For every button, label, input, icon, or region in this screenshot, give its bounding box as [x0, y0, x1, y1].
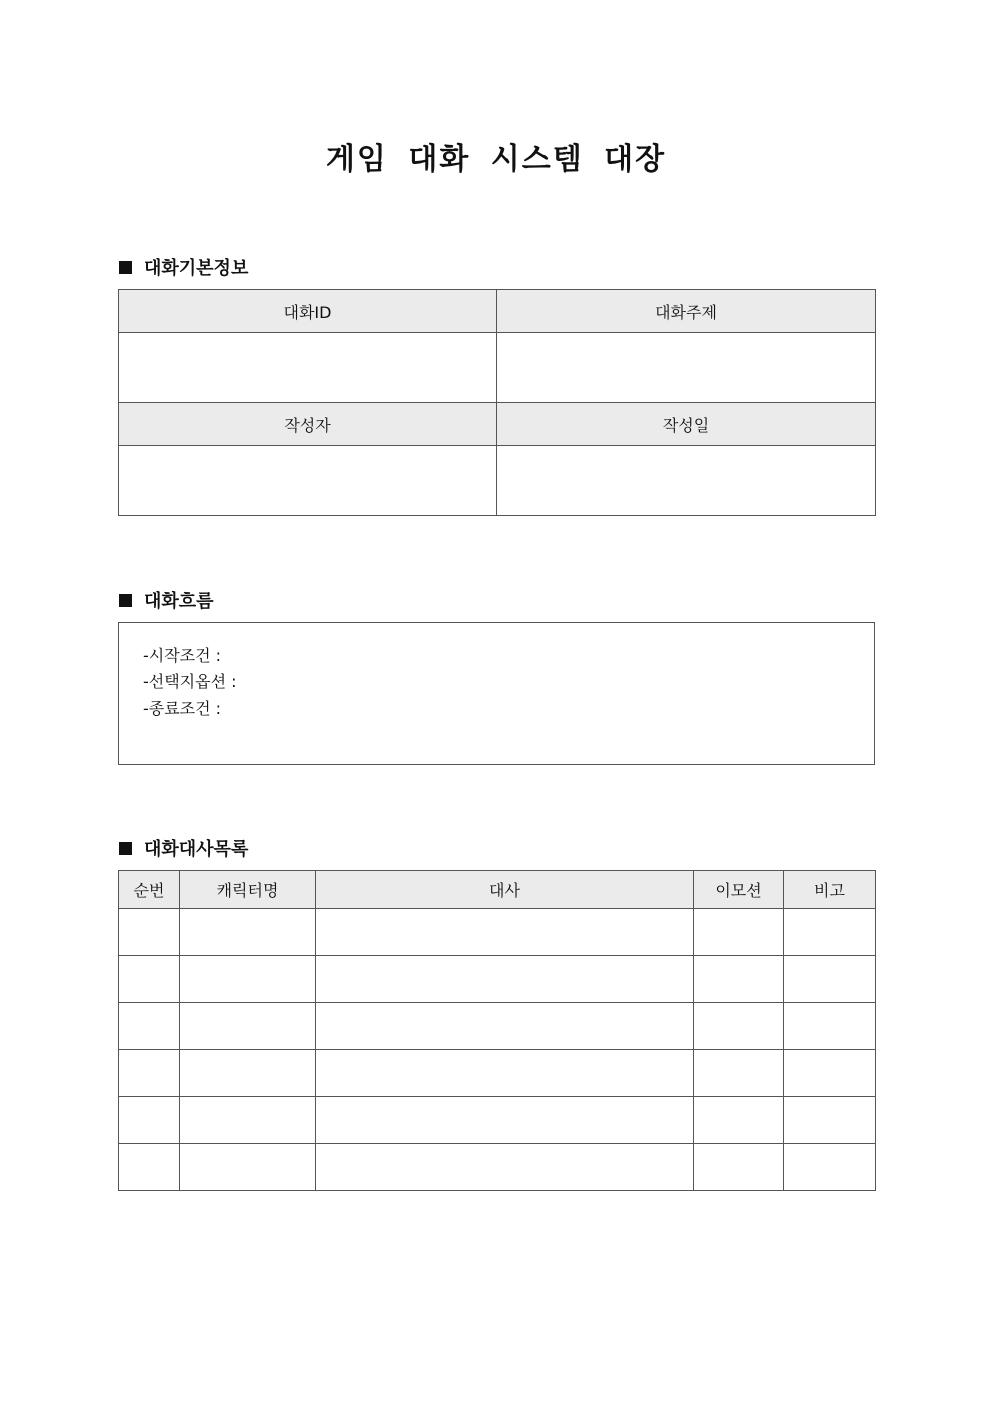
- table-cell[interactable]: [694, 909, 784, 956]
- table-cell[interactable]: [119, 1097, 180, 1144]
- table-cell[interactable]: [180, 1097, 316, 1144]
- table-cell[interactable]: [694, 1144, 784, 1191]
- table-cell[interactable]: [784, 1144, 876, 1191]
- table-cell[interactable]: [316, 1144, 694, 1191]
- column-header-note: 비고: [784, 871, 876, 909]
- table-cell[interactable]: [180, 909, 316, 956]
- column-header-character: 캐릭터명: [180, 871, 316, 909]
- column-header-emotion: 이모션: [694, 871, 784, 909]
- table-row: [119, 909, 876, 956]
- table-cell[interactable]: [180, 1050, 316, 1097]
- column-header-number: 순번: [119, 871, 180, 909]
- section-heading-lines-list: [119, 835, 248, 861]
- table-cell[interactable]: [119, 1050, 180, 1097]
- table-cell[interactable]: [694, 956, 784, 1003]
- square-bullet-icon: [119, 842, 132, 855]
- dialogue-topic-cell[interactable]: [497, 333, 876, 403]
- date-header: 작성일: [497, 403, 876, 446]
- table-cell[interactable]: [316, 909, 694, 956]
- table-cell[interactable]: [694, 1050, 784, 1097]
- table-cell[interactable]: [119, 1144, 180, 1191]
- section-heading-flow: [119, 587, 214, 613]
- column-header-line: 대사: [316, 871, 694, 909]
- table-cell[interactable]: [180, 956, 316, 1003]
- table-cell[interactable]: [784, 1050, 876, 1097]
- square-bullet-icon: [119, 261, 132, 274]
- table-row: [119, 1144, 876, 1191]
- section-heading-label: 대화대사목록: [144, 839, 249, 860]
- date-cell[interactable]: [497, 446, 876, 516]
- table-row: [119, 1097, 876, 1144]
- dialogue-id-cell[interactable]: [119, 333, 497, 403]
- table-cell[interactable]: [316, 1050, 694, 1097]
- page-title: 게임 대화 시스템 대장: [325, 142, 667, 177]
- square-bullet-icon: [119, 594, 132, 607]
- lines-table: [118, 870, 876, 1191]
- table-cell[interactable]: [180, 1144, 316, 1191]
- table-row: [119, 1050, 876, 1097]
- flow-box[interactable]: [118, 622, 875, 765]
- basic-info-table: [118, 289, 876, 516]
- table-cell[interactable]: [119, 1003, 180, 1050]
- table-cell[interactable]: [694, 1097, 784, 1144]
- section-heading-label: 대화기본정보: [144, 258, 249, 279]
- start-condition-line: -시작조건 :: [143, 646, 222, 665]
- table-cell[interactable]: [784, 956, 876, 1003]
- table-cell[interactable]: [316, 1003, 694, 1050]
- table-cell[interactable]: [694, 1003, 784, 1050]
- table-row: [119, 956, 876, 1003]
- table-cell[interactable]: [316, 956, 694, 1003]
- dialogue-topic-header: 대화주제: [497, 290, 876, 333]
- table-cell[interactable]: [784, 1097, 876, 1144]
- choice-options-line: -선택지옵션 :: [143, 672, 237, 691]
- author-cell[interactable]: [119, 446, 497, 516]
- dialogue-id-header: 대화ID: [119, 290, 497, 333]
- section-heading-basic-info: [119, 254, 248, 280]
- table-row: [119, 1003, 876, 1050]
- author-header: 작성자: [119, 403, 497, 446]
- section-heading-label: 대화흐름: [144, 591, 214, 612]
- table-cell[interactable]: [784, 909, 876, 956]
- table-cell[interactable]: [119, 956, 180, 1003]
- table-cell[interactable]: [784, 1003, 876, 1050]
- table-cell[interactable]: [316, 1097, 694, 1144]
- table-cell[interactable]: [119, 909, 180, 956]
- end-condition-line: -종료조건 :: [143, 699, 222, 718]
- table-cell[interactable]: [180, 1003, 316, 1050]
